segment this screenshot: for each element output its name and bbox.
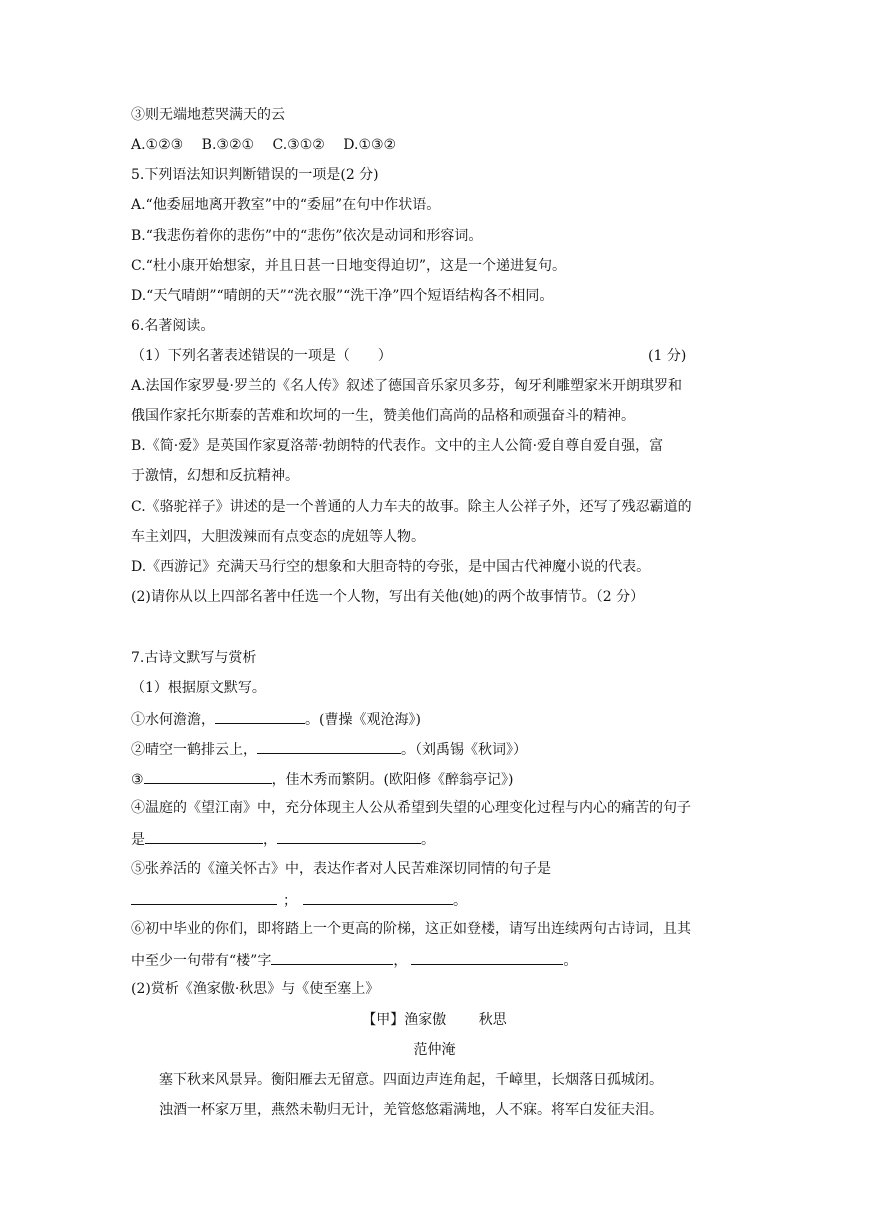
q6-option-c-1: C.《骆驼祥子》讲述的是一个普通的人力车夫的故事。除主人公祥子外，还写了残忍霸道的 (131, 499, 692, 515)
poem-line-2: 浊酒一杯家万里，燕然未勒归无计，羌管悠悠霜满地，人不寐。将军白发征夫泪。 (159, 1102, 663, 1118)
q7-item-6-answer (131, 950, 577, 970)
q6-option-c-2: 车主刘四，大胆泼辣而有点变态的虎妞等人物。 (131, 529, 425, 545)
answer-blank[interactable] (257, 739, 401, 754)
answer-blank[interactable] (271, 950, 393, 965)
q5-option-a: A.“他委屈地离开教室”中的“委屈”在句中作状语。 (131, 197, 441, 213)
q7-item-4-end: 。 (421, 832, 435, 848)
q6-option-d: D.《西游记》充满天马行空的想象和大胆奇特的夸张，是中国古代神魔小说的代表。 (131, 559, 651, 575)
q7-item-4-prefix: 是 (131, 832, 145, 848)
q7-title: 7.古诗文默写与赏析 (131, 650, 257, 666)
q6-option-a-2: 俄国作家托尔斯泰的苦难和坎坷的一生，赞美他们高尚的品格和顽强奋斗的精神。 (131, 408, 635, 424)
q7-item-6-end: 。 (563, 953, 578, 969)
answer-blank[interactable] (131, 890, 277, 905)
q7-item-5: ⑤张养活的《潼关怀古》中，表达作者对人民苦难深切同情的句子是 (131, 861, 551, 877)
answer-blank[interactable] (277, 829, 421, 844)
l1: ③则无端地惹哭满天的云 (131, 107, 285, 123)
answer-blank[interactable] (145, 829, 263, 844)
answer-blank[interactable] (411, 950, 563, 965)
answer-blank[interactable] (144, 769, 272, 784)
q7-item-3-num: ③ (131, 772, 144, 788)
q7-item-1-text: ①水何澹澹， (131, 712, 215, 728)
answer-blank[interactable] (303, 890, 453, 905)
poem-line-1: 塞下秋来风景异。衡阳雁去无留意。四面边声连角起，千嶂里，长烟落日孤城闭。 (159, 1072, 663, 1088)
q6-option-a-1: A.法国作家罗曼·罗兰的《名人传》叙述了德国音乐家贝多芬，匈牙利雕塑家米开朗琪罗和 (131, 378, 683, 394)
q6-option-b-2: 于激情，幻想和反抗精神。 (131, 468, 299, 484)
q7-item-4-comma: ， (263, 832, 277, 848)
q7-item-5-semi: ； (283, 893, 297, 909)
options: A.①②③ B.③②① C.③①② D.①③② (131, 137, 397, 153)
q7-item-3 (131, 769, 514, 789)
q7-item-6-prefix: 中至少一句带有“楼”字 (131, 953, 272, 969)
poem-author: 范仲淹 (413, 1042, 456, 1058)
q7-item-2-source: 。（刘禹锡《秋词》） (401, 742, 527, 758)
q6-title: 6.名著阅读。 (131, 318, 215, 334)
answer-blank[interactable] (215, 709, 305, 724)
q6-1: （1）下列名著表述错误的一项是（ ） (131, 348, 392, 364)
q7-item-2 (131, 739, 527, 759)
q7-item-5-end: 。 (453, 893, 467, 909)
q6-1-score: (1 分) (648, 348, 687, 364)
q6-option-b-1: B.《简·爱》是英国作家夏洛蒂·勃朗特的代表作。文中的主人公简·爱自尊自爱自强，富 (131, 438, 664, 454)
q7-item-2-text: ②晴空一鹤排云上， (131, 742, 257, 758)
q7-item-1 (131, 709, 421, 729)
q7-item-6-comma: ， (393, 953, 408, 969)
q7-1: （1）根据原文默写。 (131, 680, 266, 696)
q5-option-d: D.“天气晴朗”“晴朗的天”“洗衣服”“洗干净”四个短语结构各不相同。 (131, 288, 554, 304)
poem-title: 【甲】渔家傲 秋思 (362, 1012, 507, 1028)
q5-option-b: B.“我悲伤着你的悲伤”中的“悲伤”依次是动词和形容词。 (131, 228, 483, 244)
q7-item-6: ⑥初中毕业的你们，即将踏上一个更高的阶梯，这正如登楼，请写出连续两句古诗词，且其 (131, 921, 691, 937)
q6-2: (2)请你从以上四部名著中任选一个人物，写出有关他(她)的两个故事情节。（2 分） (131, 589, 645, 605)
q7-2: (2)赏析《渔家傲·秋思》与《使至塞上》 (131, 981, 380, 997)
q5-option-c: C.“杜小康开始想家，并且日甚一日地变得迫切”，这是一个递进复句。 (131, 258, 566, 274)
q7-item-5-answer (131, 890, 467, 910)
q7-item-1-source: 。(曹操《观沧海》) (305, 712, 421, 728)
q7-item-4: ④温庭的《望江南》中，充分体现主人公从希望到失望的心理变化过程与内心的痛苦的句子 (131, 800, 691, 816)
q7-item-3-text: ，佳木秀而繁阴。(欧阳修《醉翁亭记》) (271, 772, 514, 788)
q5-title: 5.下列语法知识判断错误的一项是(2 分) (131, 167, 379, 183)
q7-item-4-answer (131, 829, 435, 849)
